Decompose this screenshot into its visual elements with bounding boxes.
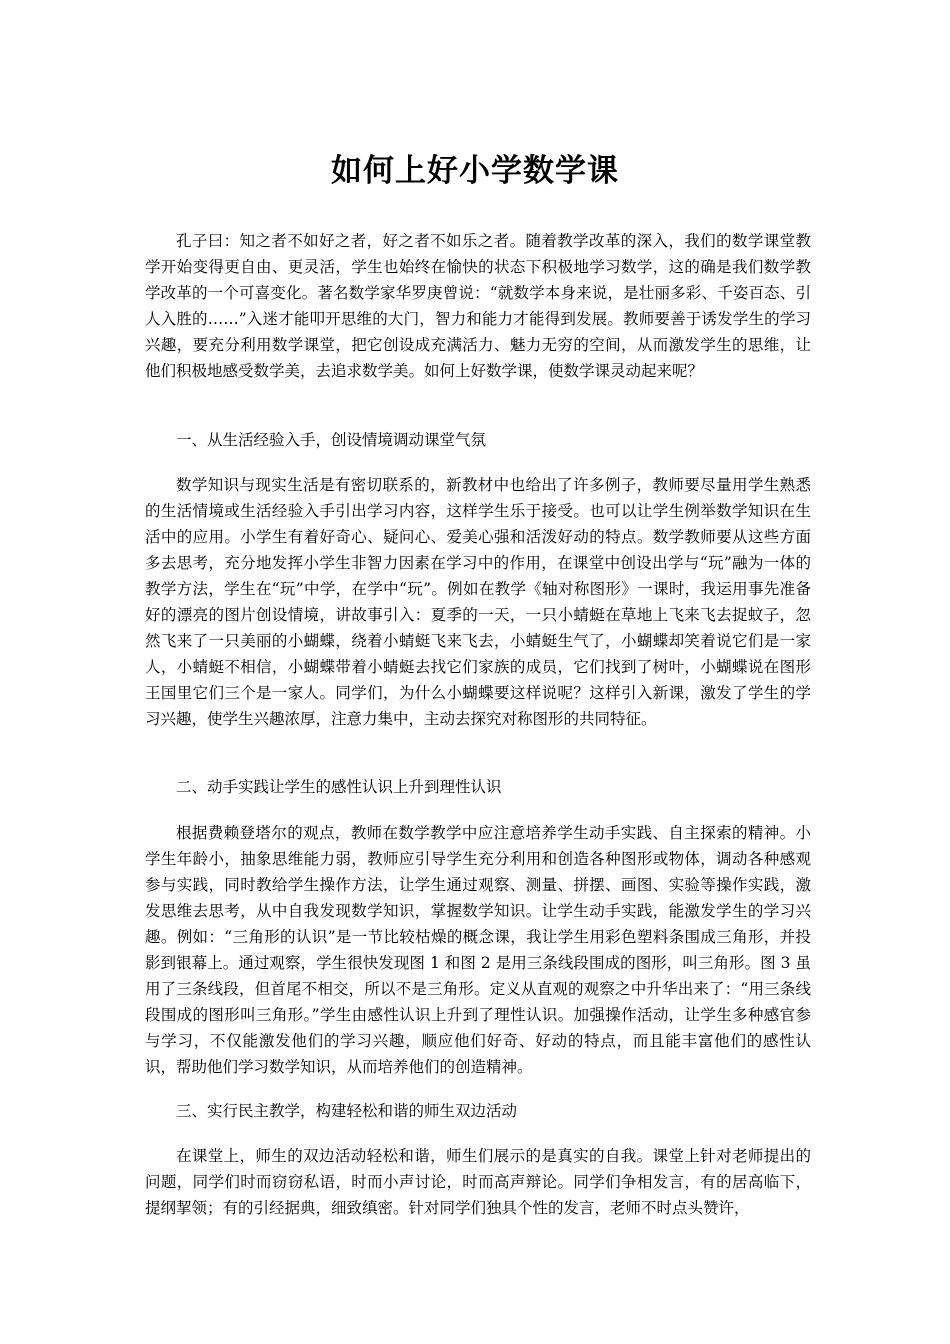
section-heading-1: 一、从生活经验入手，创设情境调动课堂气氛	[176, 431, 487, 449]
section-paragraph-3: 在课堂上，师生的双边活动轻松和谐，师生们展示的是真实的自我。课堂上针对老师提出的问题，同学们时而窃窃私语，时而小声讨论，时而高声辩论。同学们争相发言，有的居高临下，提纲挈领；有的引经据典，细致缜密。针对同学们独具个性的发言，老师不时点头赞许，	[145, 1147, 811, 1217]
section-paragraph-1: 数学知识与现实生活是有密切联系的，新教材中也给出了许多例子，教师要尽量用学生熟悉的生活情境或生活经验入手引出学习内容，这样学生乐于接受。也可以让学生例举数学知识在生活中的应用。小学生有着好奇心、疑问心、爱美心强和活泼好动的特点。数学教师要从这些方面多去思考，充分地发挥小学生非智力因素在学习中的作用，在课堂中创设出学与“玩”融为一体的教学方法，学生在“玩”中学，在学中“玩”。例如在教学《轴对称图形》一课时，我运用事先准备好的漂亮的图片创设情境，讲故事引入：夏季的一天，一只小蜻蜓在草地上飞来飞去捉蚊子，忽然飞来了一只美丽的小蝴蝶，绕着小蜻蜓飞来飞去，小蜻蜓生气了，小蝴蝶却笑着说它们是一家人，小蜻蜓不相信，小蝴蝶带着小蜻蜓去找它们家族的成员，它们找到了树叶，小蝴蝶说在图形王国里它们三个是一家人。同学们，为什么小蝴蝶要这样说呢？这样引入新课，激发了学生的学习兴趣，使学生兴趣浓厚，注意力集中，主动去探究对称图形的共同特征。	[145, 476, 811, 728]
page-title: 如何上好小学数学课	[331, 152, 619, 189]
section-heading-2: 二、动手实践让学生的感性认识上升到理性认识	[176, 778, 502, 796]
section-paragraph-2: 根据费赖登塔尔的观点，教师在数学教学中应注意培养学生动手实践、自主探索的精神。小学生年龄小，抽象思维能力弱，教师应引导学生充分利用和创造各种图形或物体，调动各种感观参与实践，同时教给学生操作方法，让学生通过观察、测量、拼摆、画图、实验等操作实践，激发思维去思考，从中自我发现数学知识，掌握数学知识。让学生动手实践，能激发学生的学习兴趣。例如：“三角形的认识”是一节比较枯燥的概念课，我让学生用彩色塑料条围成三角形，并投影到银幕上。通过观察，学生很快发现图 1 和图 2 是用三条线段围成的图形，叫三角形。图 3 虽用了三条线段，但首尾不相交，所以不是三角形。定义从直观的观察之中升华出来了：“用三条线段围成的图形叫三角形。”学生由感性认识上升到了理性认识。加强操作活动，让学生多种感官参与学习，不仅能激发他们的学习兴趣，顺应他们好奇、好动的特点，而且能丰富他们的感性认识，帮助他们学习数学知识，从而培养他们的创造精神。	[145, 824, 811, 1076]
intro-paragraph: 孔子曰：知之者不如好之者，好之者不如乐之者。随着教学改革的深入，我们的数学课堂教学开始变得更自由、更灵活，学生也始终在愉快的状态下积极地学习数学，这的确是我们数学教学改革的一个可喜变化。著名数学家华罗庚曾说：“就数学本身来说，是壮丽多彩、千姿百态、引人入胜的……”入迷才能叩开思维的大门，智力和能力才能得到发展。教师要善于诱发学生的学习兴趣，要充分利用数学课堂，把它创设成充满活力、魅力无穷的空间，从而激发学生的思维，让他们积极地感受数学美，去追求数学美。如何上好数学课，使数学课灵动起来呢？	[145, 232, 811, 380]
section-heading-3: 三、实行民主教学，构建轻松和谐的师生双边活动	[176, 1102, 518, 1120]
